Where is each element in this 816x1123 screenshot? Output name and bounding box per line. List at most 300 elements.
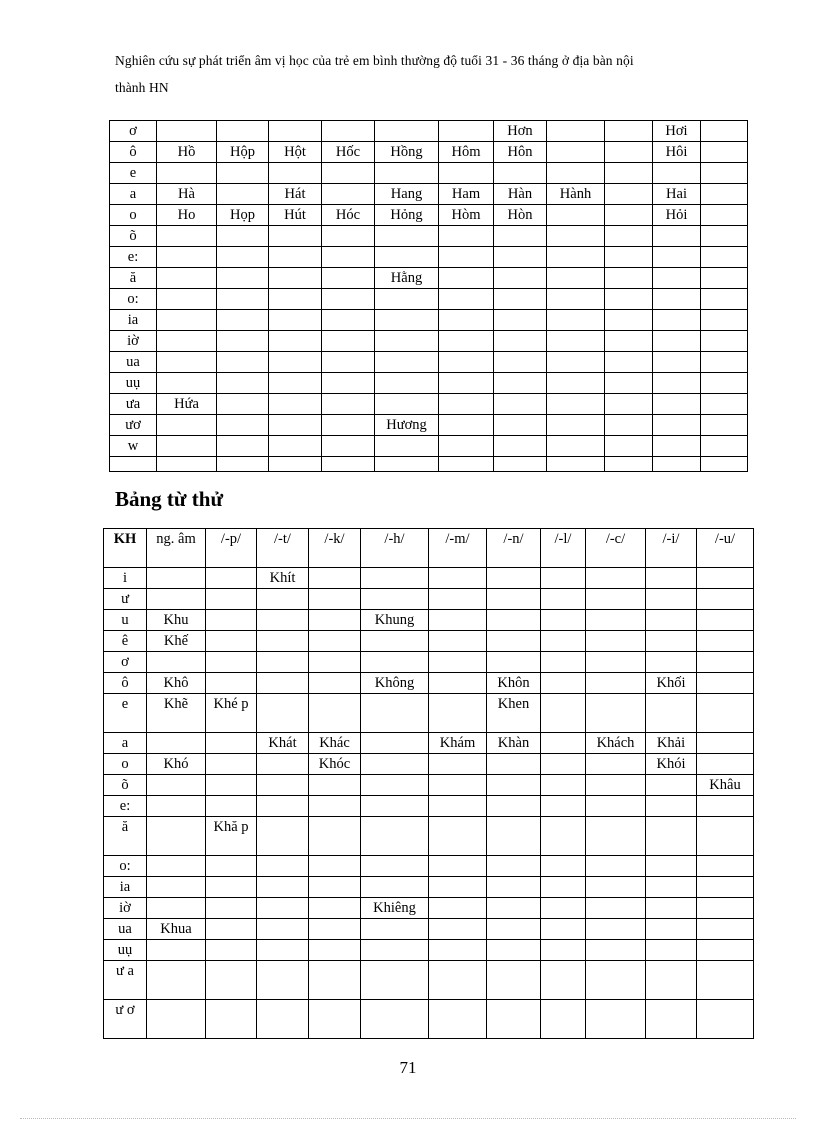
table-cell [653,331,701,352]
table-cell [429,961,487,1000]
table-cell [269,163,322,184]
table-cell [547,394,605,415]
table-cell [206,1000,257,1039]
table-cell [487,631,541,652]
table-cell: /-l/ [541,529,586,568]
section-title: Bảng từ thử [115,487,224,511]
table-cell [541,1000,586,1039]
table-cell: Khô [147,673,206,694]
table-row [110,247,748,268]
table-cell [147,961,206,1000]
row-label-cell: o: [110,289,157,310]
table-cell [487,796,541,817]
table-cell: Hóc [322,205,375,226]
table-cell [547,457,605,472]
table-cell [547,121,605,142]
table-cell [429,919,487,940]
table-cell [701,268,748,289]
table-cell: Hòn [494,205,547,226]
table-cell [375,310,439,331]
table-cell: /-c/ [586,529,646,568]
table-cell [653,457,701,472]
table-cell [701,247,748,268]
table-cell [494,247,547,268]
table-cell [217,247,269,268]
table-row [110,142,748,163]
table-cell [361,877,429,898]
table-cell [257,961,309,1000]
table-row [104,733,754,754]
table-cell [429,631,487,652]
table-cell [322,436,375,457]
table-cell [494,352,547,373]
table-cell [541,919,586,940]
table-cell [361,589,429,610]
table-cell [217,121,269,142]
table-cell [361,817,429,856]
table-cell [541,940,586,961]
table-row [104,568,754,589]
table-cell [269,121,322,142]
table-cell [701,415,748,436]
table-cell [429,940,487,961]
table-cell [217,373,269,394]
table-cell [361,940,429,961]
table-cell [494,457,547,472]
table-cell [697,589,754,610]
table-row [110,226,748,247]
table-row [104,610,754,631]
table-cell [217,310,269,331]
table-cell [269,352,322,373]
table-cell [429,775,487,796]
table-cell [487,817,541,856]
table-cell [206,919,257,940]
table-cell [541,652,586,673]
table-cell [653,415,701,436]
table-cell [309,961,361,1000]
table-cell: Hôi [653,142,701,163]
table-cell [494,289,547,310]
row-label-cell: ê [104,631,147,652]
table-cell [257,817,309,856]
table-cell [157,121,217,142]
table-cell [586,961,646,1000]
table-cell [429,568,487,589]
table-cell [701,352,748,373]
table-cell [697,694,754,733]
table-cell [361,733,429,754]
table-cell [605,436,653,457]
table-cell [653,226,701,247]
table-cell [309,652,361,673]
table-cell [147,1000,206,1039]
table-cell [269,457,322,472]
table-cell [217,394,269,415]
table-cell [157,226,217,247]
page-number: 71 [399,1058,417,1077]
table-cell [257,652,309,673]
table-row [110,331,748,352]
table-cell [605,205,653,226]
table-cell [309,919,361,940]
table-cell: Hương [375,415,439,436]
table-cell [439,268,494,289]
table-row [104,652,754,673]
table-cell [157,310,217,331]
table-cell [375,226,439,247]
table-cell [494,331,547,352]
table-cell [701,331,748,352]
table-cell [157,268,217,289]
table-cell: Khàn [487,733,541,754]
table-cell: Hỏng [375,205,439,226]
table-row [110,457,748,472]
table-cell [147,568,206,589]
table-cell [646,961,697,1000]
row-label-cell: õ [104,775,147,796]
row-label-cell: ô [104,673,147,694]
row-label-cell: w [110,436,157,457]
table-cell [439,121,494,142]
table-cell [439,394,494,415]
table-cell [257,940,309,961]
row-label-cell: ơ [104,652,147,673]
row-label-cell: uụ [104,940,147,961]
table-cell [701,373,748,394]
table-cell [257,898,309,919]
table-cell [646,775,697,796]
table-cell [541,796,586,817]
table-cell [586,877,646,898]
table-cell [206,961,257,1000]
table-cell: Hộp [217,142,269,163]
table-cell [653,373,701,394]
table-cell: Khám [429,733,487,754]
table-cell [697,673,754,694]
table-cell: /-k/ [309,529,361,568]
table-cell [217,457,269,472]
table-cell [322,268,375,289]
row-label-cell: ưa [110,394,157,415]
phoneme-table-h [109,120,748,472]
table-cell [322,394,375,415]
table-cell [206,940,257,961]
table-cell [309,898,361,919]
table-cell [309,817,361,856]
table-cell [269,247,322,268]
table-cell: /-m/ [429,529,487,568]
table-cell [701,289,748,310]
table-cell: /-t/ [257,529,309,568]
table-cell [547,373,605,394]
table-cell [494,394,547,415]
table-cell [547,205,605,226]
table-row [104,589,754,610]
table-cell: Hôm [439,142,494,163]
table-cell [605,184,653,205]
table-cell: /-n/ [487,529,541,568]
table-cell [429,754,487,775]
table-cell [206,568,257,589]
table-cell [547,268,605,289]
table-cell [541,754,586,775]
table-cell [605,310,653,331]
table-cell [487,652,541,673]
table-cell [605,163,653,184]
table-cell [487,961,541,1000]
table-cell [147,796,206,817]
table-cell [494,226,547,247]
table-cell: Hột [269,142,322,163]
table-cell [322,163,375,184]
table-cell: Hằng [375,268,439,289]
table-cell: /-p/ [206,529,257,568]
test-word-table [103,528,754,1039]
table-cell [217,352,269,373]
row-label-cell: õ [110,226,157,247]
table-cell [309,610,361,631]
table-cell [147,898,206,919]
table-cell [494,268,547,289]
table-cell [206,796,257,817]
table-cell [494,436,547,457]
table-cell [653,289,701,310]
row-label-cell: o [104,754,147,775]
row-label-cell [110,457,157,472]
table-cell [439,310,494,331]
row-label-cell: ua [104,919,147,940]
table-cell [157,457,217,472]
table-cell [269,436,322,457]
table-cell [586,898,646,919]
table-cell [541,856,586,877]
table-cell: Khă p [206,817,257,856]
table-row [104,775,754,796]
table-cell [701,121,748,142]
table-cell: Không [361,673,429,694]
table-cell [217,436,269,457]
table-cell [701,163,748,184]
table-cell [653,310,701,331]
table-cell [257,856,309,877]
table-cell [697,652,754,673]
table-cell [322,226,375,247]
table-cell [547,289,605,310]
table-cell [361,919,429,940]
table-cell [269,310,322,331]
table-cell [586,1000,646,1039]
table-cell: Khẽ [147,694,206,733]
table-cell [541,961,586,1000]
table-cell [646,1000,697,1039]
table-cell [697,796,754,817]
table-cell [217,163,269,184]
table-cell [309,877,361,898]
table-cell [429,652,487,673]
table-cell [494,415,547,436]
table-cell [429,796,487,817]
table-row [104,529,754,568]
table-cell [361,961,429,1000]
row-label-cell: e [104,694,147,733]
table-cell [586,652,646,673]
table-cell [439,457,494,472]
row-label-cell: iờ [104,898,147,919]
table-cell [375,394,439,415]
table-cell: Hơn [494,121,547,142]
table-cell [487,1000,541,1039]
table-cell [605,226,653,247]
table-row [110,163,748,184]
table-cell: Hồ [157,142,217,163]
row-label-cell: i [104,568,147,589]
table-cell [701,142,748,163]
table-cell [439,373,494,394]
table-cell [206,673,257,694]
table-row [110,205,748,226]
table-cell [646,652,697,673]
table-cell [586,919,646,940]
table-cell [206,589,257,610]
table-cell [487,589,541,610]
table-cell [547,310,605,331]
table-cell [646,856,697,877]
table-cell [439,415,494,436]
table-cell [701,394,748,415]
header-line-1: Nghiên cứu sự phát triển âm vị học của trẻ em bình thường độ tuổi 31 - 36 tháng ở địa bàn nội [115,53,634,68]
table-cell [701,226,748,247]
table-cell [429,589,487,610]
table-cell [309,673,361,694]
table-cell [429,673,487,694]
table-cell [547,226,605,247]
table-cell [429,817,487,856]
table-cell: Hút [269,205,322,226]
table-cell [697,940,754,961]
table-cell [361,694,429,733]
table-cell [257,589,309,610]
document-header [115,47,755,101]
table-cell [309,568,361,589]
table-cell [541,817,586,856]
table-cell [541,775,586,796]
row-label-cell: o: [104,856,147,877]
table-cell [322,352,375,373]
table-cell [541,673,586,694]
table-cell [697,1000,754,1039]
table-cell [217,415,269,436]
table-cell [653,394,701,415]
table-cell [541,631,586,652]
table-cell [206,631,257,652]
table-cell: Hồng [375,142,439,163]
table-cell [586,694,646,733]
table-cell [646,568,697,589]
table-cell [361,568,429,589]
table-cell [361,631,429,652]
table-cell [147,775,206,796]
table-cell: Hà [157,184,217,205]
table-cell: Khít [257,568,309,589]
table-row [104,631,754,652]
table-cell [322,247,375,268]
row-label-cell: e: [110,247,157,268]
table-cell [439,163,494,184]
table-cell: Khát [257,733,309,754]
table-cell [605,415,653,436]
table-cell [322,331,375,352]
table-cell [701,457,748,472]
table-cell [375,352,439,373]
table-cell [257,694,309,733]
table-cell [322,373,375,394]
table-cell [375,331,439,352]
table-cell [487,919,541,940]
table-cell [697,631,754,652]
table-cell [257,796,309,817]
footer-divider [20,1118,796,1119]
table-cell [697,961,754,1000]
table-cell [697,898,754,919]
table-cell [157,415,217,436]
table-row [104,919,754,940]
table-cell [206,898,257,919]
table-cell [697,733,754,754]
table-cell: Hơi [653,121,701,142]
table-row [104,856,754,877]
table-cell [487,754,541,775]
table-cell [547,436,605,457]
table-cell [646,877,697,898]
table-row [110,310,748,331]
table-cell [653,268,701,289]
table-cell [646,898,697,919]
row-label-cell: uụ [110,373,157,394]
table-cell [157,247,217,268]
table-cell [605,268,653,289]
row-label-cell: ă [104,817,147,856]
table-cell [605,142,653,163]
table-cell [646,919,697,940]
table-cell [147,652,206,673]
table-cell: Khu [147,610,206,631]
header-line-2: thành HN [115,80,169,95]
table-cell: Khóc [309,754,361,775]
table-row [104,673,754,694]
table-cell [605,247,653,268]
table-cell: Khâu [697,775,754,796]
table-cell [157,289,217,310]
table-cell: Khó [147,754,206,775]
table-cell [147,856,206,877]
table-cell: Khung [361,610,429,631]
table-cell [653,163,701,184]
table-cell: Khối [646,673,697,694]
row-label-cell: a [104,733,147,754]
table-cell [375,247,439,268]
table-cell [653,436,701,457]
table-cell [429,856,487,877]
table-cell [309,694,361,733]
table-row [110,352,748,373]
table-cell [646,589,697,610]
table-cell [269,415,322,436]
table-row [110,394,748,415]
table-cell [257,610,309,631]
table-cell [605,121,653,142]
table-row [104,1000,754,1039]
